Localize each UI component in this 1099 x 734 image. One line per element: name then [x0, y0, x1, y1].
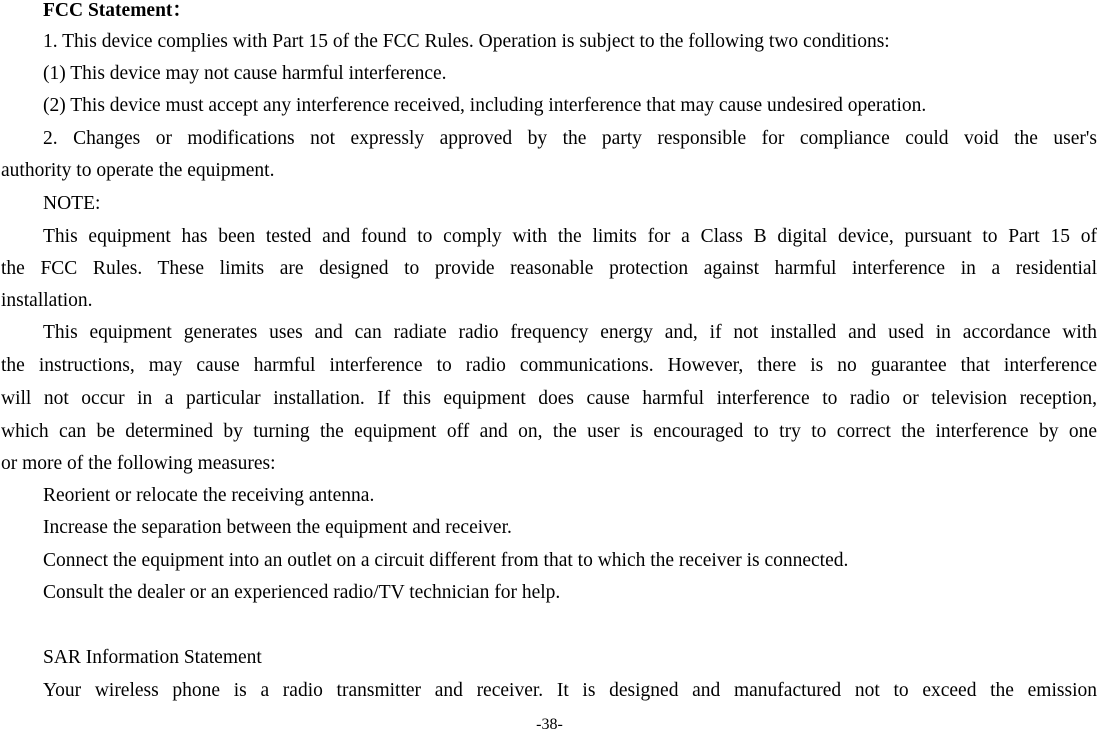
text-line-2: (1) This device may not cause harmful interference. — [43, 63, 447, 84]
text-line-20: Your wireless phone is a radio transmitter and receiver. It is designed and manufactured not to exceed the emission — [43, 680, 1097, 701]
measure-item-3: Connect the equipment into an outlet on a circuit different from that to which the receiver is connected. — [43, 550, 849, 571]
text-line-9: installation. — [1, 290, 93, 311]
measure-item-1: Reorient or relocate the receiving antenna. — [43, 485, 375, 506]
fcc-statement-heading: FCC Statement： — [43, 0, 192, 21]
text-line-8: the FCC Rules. These limits are designed to provide reasonable protection against harmful interference in a residential — [1, 258, 1097, 279]
text-line-12: will not occur in a particular installation. If this equipment does cause harmful interference to radio or television reception, — [1, 388, 1097, 409]
sar-heading: SAR Information Statement — [43, 647, 262, 668]
text-line-11: the instructions, may cause harmful interference to radio communications. However, there is no guarantee that interference — [1, 355, 1097, 376]
text-line-5: authority to operate the equipment. — [1, 160, 275, 181]
text-line-10: This equipment generates uses and can radiate radio frequency energy and, if not installed and used in accordance with — [43, 322, 1097, 343]
page-number: -38- — [536, 716, 563, 733]
text-line-1: 1. This device complies with Part 15 of the FCC Rules. Operation is subject to the following two conditions: — [43, 31, 890, 52]
text-line-4: 2. Changes or modifications not expressly approved by the party responsible for compliance could void the user's — [43, 128, 1097, 149]
text-line-3: (2) This device must accept any interference received, including interference that may cause undesired operation. — [43, 95, 927, 116]
measure-item-4: Consult the dealer or an experienced radio/TV technician for help. — [43, 582, 561, 603]
note-label: NOTE: — [43, 193, 101, 214]
text-line-13: which can be determined by turning the equipment off and on, the user is encouraged to try to correct the interference by one — [1, 421, 1097, 442]
text-line-7: This equipment has been tested and found to comply with the limits for a Class B digital device, pursuant to Part 15 of — [43, 226, 1097, 247]
measure-item-2: Increase the separation between the equipment and receiver. — [43, 517, 512, 538]
text-line-14: or more of the following measures: — [1, 453, 276, 474]
